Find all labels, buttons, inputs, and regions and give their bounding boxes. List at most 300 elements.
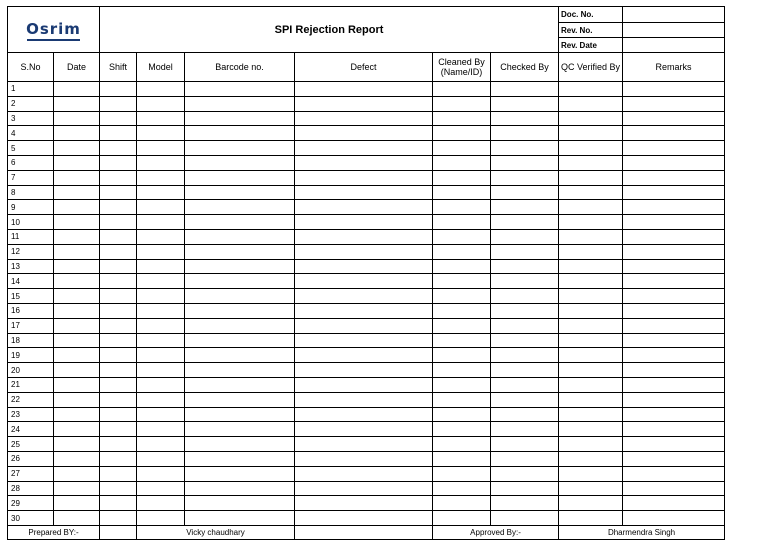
cell-qc-verified-by[interactable]	[559, 141, 623, 156]
cell-cleaned-by[interactable]	[433, 422, 491, 437]
cell-defect[interactable]	[295, 259, 433, 274]
cell-remarks[interactable]	[623, 185, 725, 200]
cell-qc-verified-by[interactable]	[559, 333, 623, 348]
cell-date[interactable]	[54, 289, 100, 304]
table-row	[8, 511, 725, 526]
cell-model[interactable]	[137, 82, 185, 97]
cell-defect[interactable]	[295, 377, 433, 392]
cell-defect[interactable]	[295, 200, 433, 215]
cell-checked-by[interactable]	[491, 511, 559, 526]
cell-shift[interactable]	[100, 451, 137, 466]
cell-cleaned-by[interactable]	[433, 333, 491, 348]
cell-cleaned-by[interactable]	[433, 407, 491, 422]
cell-defect[interactable]	[295, 348, 433, 363]
cell-model[interactable]	[137, 348, 185, 363]
cell-shift[interactable]	[100, 407, 137, 422]
cell-qc-verified-by[interactable]	[559, 437, 623, 452]
cell-defect[interactable]	[295, 155, 433, 170]
cell-model[interactable]	[137, 363, 185, 378]
cell-cleaned-by[interactable]	[433, 348, 491, 363]
cell-checked-by[interactable]	[491, 111, 559, 126]
cell-remarks[interactable]	[623, 229, 725, 244]
cell-checked-by[interactable]	[491, 244, 559, 259]
cell-defect[interactable]	[295, 111, 433, 126]
cell-date[interactable]	[54, 392, 100, 407]
cell-cleaned-by[interactable]	[433, 377, 491, 392]
cell-date[interactable]	[54, 511, 100, 526]
cell-checked-by[interactable]	[491, 437, 559, 452]
cell-defect[interactable]	[295, 244, 433, 259]
cell-shift[interactable]	[100, 244, 137, 259]
cell-barcode[interactable]	[185, 392, 295, 407]
cell-date[interactable]	[54, 126, 100, 141]
cell-model[interactable]	[137, 259, 185, 274]
cell-qc-verified-by[interactable]	[559, 274, 623, 289]
cell-qc-verified-by[interactable]	[559, 96, 623, 111]
cell-remarks[interactable]	[623, 170, 725, 185]
cell-cleaned-by[interactable]	[433, 215, 491, 230]
cell-shift[interactable]	[100, 185, 137, 200]
cell-remarks[interactable]	[623, 141, 725, 156]
rev-no-value	[623, 23, 725, 38]
cell-qc-verified-by[interactable]	[559, 259, 623, 274]
cell-model[interactable]	[137, 289, 185, 304]
cell-checked-by[interactable]	[491, 363, 559, 378]
cell-shift[interactable]	[100, 496, 137, 511]
cell-remarks[interactable]	[623, 481, 725, 496]
cell-cleaned-by[interactable]	[433, 451, 491, 466]
cell-shift[interactable]	[100, 126, 137, 141]
cell-checked-by[interactable]	[491, 451, 559, 466]
cell-defect[interactable]	[295, 215, 433, 230]
cell-defect[interactable]	[295, 185, 433, 200]
cell-date[interactable]	[54, 141, 100, 156]
cell-qc-verified-by[interactable]	[559, 481, 623, 496]
cell-barcode[interactable]	[185, 155, 295, 170]
cell-defect[interactable]	[295, 333, 433, 348]
cell-defect[interactable]	[295, 363, 433, 378]
cell-shift[interactable]	[100, 348, 137, 363]
cell-barcode[interactable]	[185, 126, 295, 141]
cell-qc-verified-by[interactable]	[559, 200, 623, 215]
cell-cleaned-by[interactable]	[433, 259, 491, 274]
cell-remarks[interactable]	[623, 111, 725, 126]
table-row	[8, 377, 725, 392]
cell-cleaned-by[interactable]	[433, 437, 491, 452]
cell-model[interactable]	[137, 229, 185, 244]
cell-model[interactable]	[137, 170, 185, 185]
cell-cleaned-by[interactable]	[433, 274, 491, 289]
cell-qc-verified-by[interactable]	[559, 215, 623, 230]
cell-defect[interactable]	[295, 289, 433, 304]
cell-defect[interactable]	[295, 481, 433, 496]
cell-qc-verified-by[interactable]	[559, 466, 623, 481]
cell-model[interactable]	[137, 318, 185, 333]
cell-date[interactable]	[54, 82, 100, 97]
cell-barcode[interactable]	[185, 481, 295, 496]
row-number: 11	[8, 229, 54, 244]
cell-date[interactable]	[54, 303, 100, 318]
cell-checked-by[interactable]	[491, 170, 559, 185]
cell-shift[interactable]	[100, 318, 137, 333]
cell-date[interactable]	[54, 244, 100, 259]
cell-barcode[interactable]	[185, 318, 295, 333]
table-row	[8, 229, 725, 244]
cell-model[interactable]	[137, 437, 185, 452]
cell-qc-verified-by[interactable]	[559, 185, 623, 200]
cell-defect[interactable]	[295, 407, 433, 422]
cell-qc-verified-by[interactable]	[559, 363, 623, 378]
cell-model[interactable]	[137, 466, 185, 481]
col-header-date: Date	[54, 53, 100, 82]
cell-shift[interactable]	[100, 511, 137, 526]
cell-cleaned-by[interactable]	[433, 200, 491, 215]
cell-qc-verified-by[interactable]	[559, 377, 623, 392]
cell-date[interactable]	[54, 215, 100, 230]
cell-checked-by[interactable]	[491, 377, 559, 392]
cell-barcode[interactable]	[185, 289, 295, 304]
cell-shift[interactable]	[100, 274, 137, 289]
cell-shift[interactable]	[100, 392, 137, 407]
table-row	[8, 289, 725, 304]
cell-date[interactable]	[54, 111, 100, 126]
row-number: 25	[8, 437, 54, 452]
row-number: 3	[8, 111, 54, 126]
cell-checked-by[interactable]	[491, 407, 559, 422]
cell-checked-by[interactable]	[491, 200, 559, 215]
cell-qc-verified-by[interactable]	[559, 170, 623, 185]
cell-barcode[interactable]	[185, 466, 295, 481]
cell-defect[interactable]	[295, 82, 433, 97]
cell-defect[interactable]	[295, 437, 433, 452]
cell-barcode[interactable]	[185, 422, 295, 437]
cell-remarks[interactable]	[623, 126, 725, 141]
cell-shift[interactable]	[100, 481, 137, 496]
cell-cleaned-by[interactable]	[433, 82, 491, 97]
cell-remarks[interactable]	[623, 466, 725, 481]
cell-remarks[interactable]	[623, 437, 725, 452]
company-logo: Osrim	[26, 21, 81, 37]
cell-remarks[interactable]	[623, 244, 725, 259]
cell-qc-verified-by[interactable]	[559, 451, 623, 466]
cell-qc-verified-by[interactable]	[559, 511, 623, 526]
cell-cleaned-by[interactable]	[433, 126, 491, 141]
cell-shift[interactable]	[100, 437, 137, 452]
cell-defect[interactable]	[295, 141, 433, 156]
cell-model[interactable]	[137, 481, 185, 496]
cell-date[interactable]	[54, 155, 100, 170]
cell-checked-by[interactable]	[491, 215, 559, 230]
cell-model[interactable]	[137, 511, 185, 526]
cell-barcode[interactable]	[185, 82, 295, 97]
signature-spacer	[295, 525, 433, 539]
cell-qc-verified-by[interactable]	[559, 111, 623, 126]
cell-remarks[interactable]	[623, 407, 725, 422]
cell-model[interactable]	[137, 155, 185, 170]
row-number: 6	[8, 155, 54, 170]
cell-model[interactable]	[137, 111, 185, 126]
cell-remarks[interactable]	[623, 363, 725, 378]
cell-cleaned-by[interactable]	[433, 466, 491, 481]
cell-shift[interactable]	[100, 303, 137, 318]
cell-date[interactable]	[54, 170, 100, 185]
cell-date[interactable]	[54, 259, 100, 274]
cell-date[interactable]	[54, 348, 100, 363]
cell-remarks[interactable]	[623, 318, 725, 333]
cell-barcode[interactable]	[185, 274, 295, 289]
cell-model[interactable]	[137, 407, 185, 422]
cell-barcode[interactable]	[185, 377, 295, 392]
cell-cleaned-by[interactable]	[433, 481, 491, 496]
cell-checked-by[interactable]	[491, 229, 559, 244]
cell-checked-by[interactable]	[491, 333, 559, 348]
cell-qc-verified-by[interactable]	[559, 82, 623, 97]
cell-date[interactable]	[54, 377, 100, 392]
cell-model[interactable]	[137, 496, 185, 511]
cell-remarks[interactable]	[623, 451, 725, 466]
cell-shift[interactable]	[100, 466, 137, 481]
cell-defect[interactable]	[295, 126, 433, 141]
cell-cleaned-by[interactable]	[433, 185, 491, 200]
cell-date[interactable]	[54, 481, 100, 496]
cell-cleaned-by[interactable]	[433, 496, 491, 511]
row-number: 1	[8, 82, 54, 97]
cell-shift[interactable]	[100, 215, 137, 230]
cell-model[interactable]	[137, 215, 185, 230]
cell-barcode[interactable]	[185, 303, 295, 318]
cell-shift[interactable]	[100, 111, 137, 126]
cell-remarks[interactable]	[623, 392, 725, 407]
cell-model[interactable]	[137, 451, 185, 466]
cell-model[interactable]	[137, 392, 185, 407]
cell-model[interactable]	[137, 333, 185, 348]
rev-date-value	[623, 38, 725, 53]
cell-model[interactable]	[137, 274, 185, 289]
column-header-row	[8, 53, 725, 82]
cell-remarks[interactable]	[623, 511, 725, 526]
table-row	[8, 200, 725, 215]
table-row	[8, 451, 725, 466]
cell-barcode[interactable]	[185, 185, 295, 200]
cell-shift[interactable]	[100, 141, 137, 156]
cell-qc-verified-by[interactable]	[559, 229, 623, 244]
cell-cleaned-by[interactable]	[433, 511, 491, 526]
cell-checked-by[interactable]	[491, 481, 559, 496]
cell-remarks[interactable]	[623, 215, 725, 230]
cell-qc-verified-by[interactable]	[559, 318, 623, 333]
cell-barcode[interactable]	[185, 407, 295, 422]
cell-remarks[interactable]	[623, 303, 725, 318]
table-row	[8, 259, 725, 274]
cell-shift[interactable]	[100, 333, 137, 348]
cell-barcode[interactable]	[185, 96, 295, 111]
cell-qc-verified-by[interactable]	[559, 244, 623, 259]
cell-remarks[interactable]	[623, 96, 725, 111]
cell-barcode[interactable]	[185, 363, 295, 378]
cell-checked-by[interactable]	[491, 318, 559, 333]
cell-defect[interactable]	[295, 392, 433, 407]
cell-remarks[interactable]	[623, 377, 725, 392]
cell-checked-by[interactable]	[491, 289, 559, 304]
cell-date[interactable]	[54, 496, 100, 511]
cell-defect[interactable]	[295, 274, 433, 289]
cell-cleaned-by[interactable]	[433, 289, 491, 304]
cell-checked-by[interactable]	[491, 348, 559, 363]
cell-cleaned-by[interactable]	[433, 229, 491, 244]
cell-model[interactable]	[137, 126, 185, 141]
cell-checked-by[interactable]	[491, 466, 559, 481]
cell-checked-by[interactable]	[491, 141, 559, 156]
cell-cleaned-by[interactable]	[433, 318, 491, 333]
approved-by-name: Dharmendra Singh	[559, 525, 725, 539]
table-row	[8, 185, 725, 200]
cell-date[interactable]	[54, 451, 100, 466]
cell-shift[interactable]	[100, 422, 137, 437]
cell-defect[interactable]	[295, 511, 433, 526]
cell-qc-verified-by[interactable]	[559, 496, 623, 511]
cell-defect[interactable]	[295, 422, 433, 437]
table-row	[8, 333, 725, 348]
row-number: 12	[8, 244, 54, 259]
cell-date[interactable]	[54, 407, 100, 422]
cell-checked-by[interactable]	[491, 155, 559, 170]
cell-checked-by[interactable]	[491, 96, 559, 111]
cell-remarks[interactable]	[623, 496, 725, 511]
cell-shift[interactable]	[100, 229, 137, 244]
cell-remarks[interactable]	[623, 422, 725, 437]
cell-barcode[interactable]	[185, 333, 295, 348]
row-number: 7	[8, 170, 54, 185]
cell-qc-verified-by[interactable]	[559, 407, 623, 422]
cell-model[interactable]	[137, 185, 185, 200]
cell-cleaned-by[interactable]	[433, 392, 491, 407]
cell-barcode[interactable]	[185, 200, 295, 215]
cell-remarks[interactable]	[623, 348, 725, 363]
cell-defect[interactable]	[295, 229, 433, 244]
cell-checked-by[interactable]	[491, 392, 559, 407]
table-row	[8, 363, 725, 378]
cell-model[interactable]	[137, 377, 185, 392]
cell-checked-by[interactable]	[491, 303, 559, 318]
cell-model[interactable]	[137, 303, 185, 318]
col-header-qc-verified-by: QC Verified By	[559, 53, 623, 82]
cell-remarks[interactable]	[623, 289, 725, 304]
row-number: 20	[8, 363, 54, 378]
cell-checked-by[interactable]	[491, 185, 559, 200]
cell-remarks[interactable]	[623, 82, 725, 97]
cell-barcode[interactable]	[185, 170, 295, 185]
report-sheet	[7, 6, 724, 540]
cell-date[interactable]	[54, 274, 100, 289]
cell-date[interactable]	[54, 363, 100, 378]
cell-remarks[interactable]	[623, 274, 725, 289]
cell-model[interactable]	[137, 422, 185, 437]
cell-date[interactable]	[54, 200, 100, 215]
cell-checked-by[interactable]	[491, 82, 559, 97]
cell-date[interactable]	[54, 437, 100, 452]
cell-defect[interactable]	[295, 170, 433, 185]
cell-qc-verified-by[interactable]	[559, 155, 623, 170]
cell-qc-verified-by[interactable]	[559, 289, 623, 304]
cell-shift[interactable]	[100, 82, 137, 97]
cell-date[interactable]	[54, 318, 100, 333]
row-number: 13	[8, 259, 54, 274]
cell-qc-verified-by[interactable]	[559, 126, 623, 141]
cell-shift[interactable]	[100, 289, 137, 304]
cell-cleaned-by[interactable]	[433, 244, 491, 259]
cell-shift[interactable]	[100, 155, 137, 170]
cell-barcode[interactable]	[185, 437, 295, 452]
cell-checked-by[interactable]	[491, 422, 559, 437]
cell-barcode[interactable]	[185, 215, 295, 230]
table-row	[8, 437, 725, 452]
cell-checked-by[interactable]	[491, 274, 559, 289]
cell-shift[interactable]	[100, 96, 137, 111]
cell-barcode[interactable]	[185, 141, 295, 156]
cell-shift[interactable]	[100, 377, 137, 392]
cell-cleaned-by[interactable]	[433, 363, 491, 378]
cell-barcode[interactable]	[185, 496, 295, 511]
cell-date[interactable]	[54, 333, 100, 348]
cell-barcode[interactable]	[185, 229, 295, 244]
cell-defect[interactable]	[295, 96, 433, 111]
cell-barcode[interactable]	[185, 259, 295, 274]
cell-checked-by[interactable]	[491, 496, 559, 511]
cell-model[interactable]	[137, 141, 185, 156]
cell-barcode[interactable]	[185, 451, 295, 466]
cell-qc-verified-by[interactable]	[559, 348, 623, 363]
cell-remarks[interactable]	[623, 259, 725, 274]
cell-defect[interactable]	[295, 496, 433, 511]
cell-shift[interactable]	[100, 200, 137, 215]
cell-date[interactable]	[54, 185, 100, 200]
cell-date[interactable]	[54, 96, 100, 111]
cell-checked-by[interactable]	[491, 126, 559, 141]
cell-barcode[interactable]	[185, 111, 295, 126]
cell-remarks[interactable]	[623, 333, 725, 348]
cell-cleaned-by[interactable]	[433, 96, 491, 111]
table-row	[8, 392, 725, 407]
cell-qc-verified-by[interactable]	[559, 392, 623, 407]
cell-cleaned-by[interactable]	[433, 170, 491, 185]
cell-cleaned-by[interactable]	[433, 303, 491, 318]
cell-shift[interactable]	[100, 363, 137, 378]
cell-qc-verified-by[interactable]	[559, 303, 623, 318]
cell-cleaned-by[interactable]	[433, 111, 491, 126]
cell-remarks[interactable]	[623, 155, 725, 170]
cell-barcode[interactable]	[185, 244, 295, 259]
cell-defect[interactable]	[295, 303, 433, 318]
cell-shift[interactable]	[100, 170, 137, 185]
cell-barcode[interactable]	[185, 511, 295, 526]
cell-qc-verified-by[interactable]	[559, 422, 623, 437]
cell-defect[interactable]	[295, 318, 433, 333]
cell-defect[interactable]	[295, 466, 433, 481]
cell-model[interactable]	[137, 96, 185, 111]
cell-remarks[interactable]	[623, 200, 725, 215]
cell-model[interactable]	[137, 244, 185, 259]
cell-barcode[interactable]	[185, 348, 295, 363]
cell-model[interactable]	[137, 200, 185, 215]
cell-defect[interactable]	[295, 451, 433, 466]
cell-checked-by[interactable]	[491, 259, 559, 274]
cell-cleaned-by[interactable]	[433, 155, 491, 170]
cell-date[interactable]	[54, 422, 100, 437]
cell-date[interactable]	[54, 466, 100, 481]
cell-cleaned-by[interactable]	[433, 141, 491, 156]
cell-shift[interactable]	[100, 259, 137, 274]
cell-date[interactable]	[54, 229, 100, 244]
